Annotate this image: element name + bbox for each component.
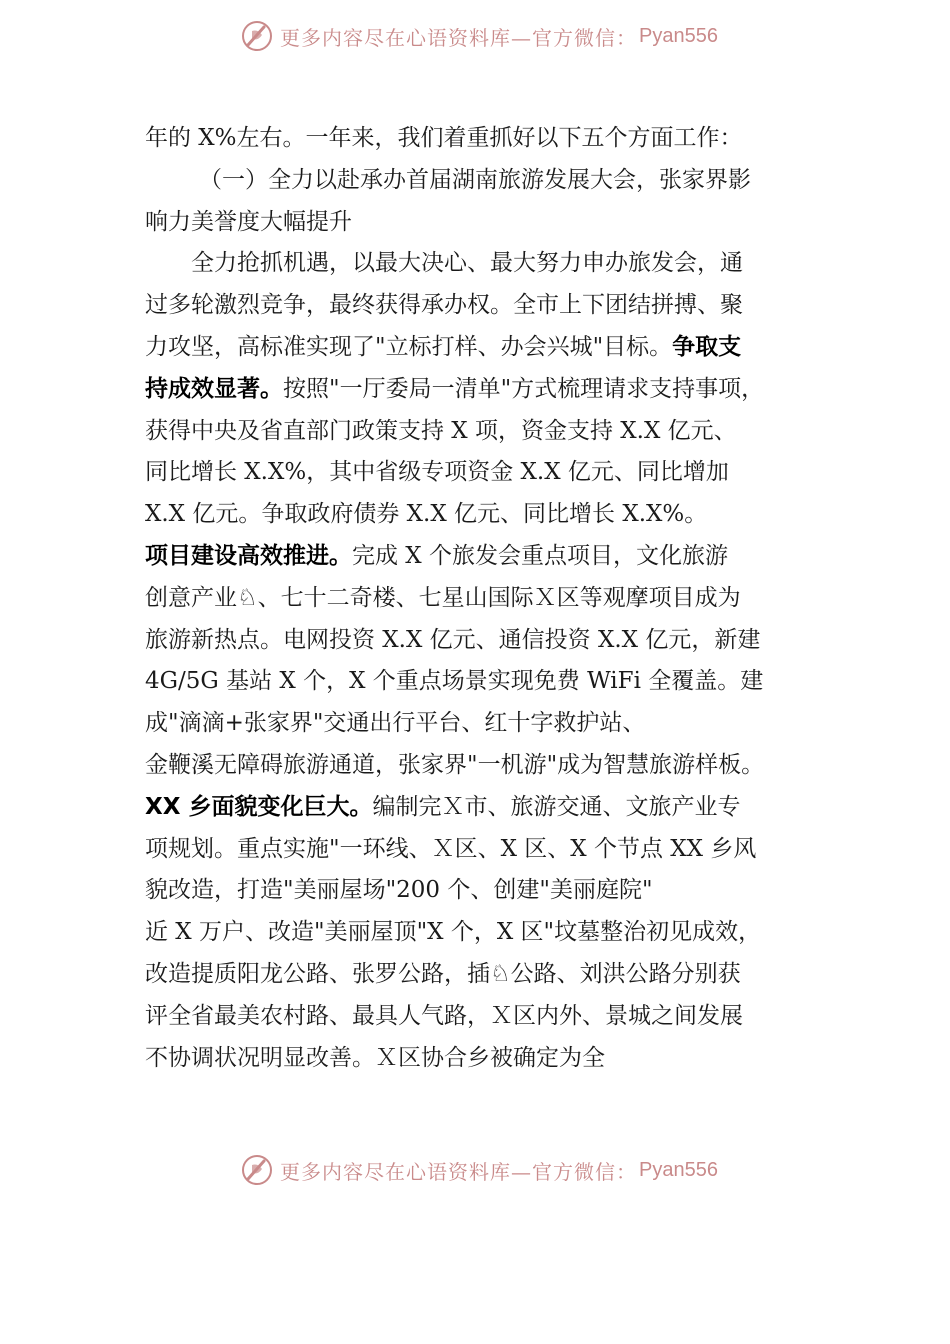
text-line [145,285,825,327]
text-line [145,160,825,202]
text-line [145,536,825,578]
watermark-logo-icon [240,1153,274,1187]
body-text: 过多轮激烈竞争，最终获得承办权。全市上下团结拼搏、聚 [145,292,743,319]
text-line [145,996,825,1038]
text-line [145,118,825,160]
banner-text: 更多内容尽在心语资料库—官方微信： [280,25,637,50]
body-text: 改造提质阳龙公路、张罗公路，插♘公路、刘洪公路分别获 [145,960,741,987]
text-line [145,912,825,954]
text-line [145,1038,825,1080]
bold-heading-text: 项目建设高效推进。 [145,542,352,569]
watermark-logo-icon [240,19,274,53]
text-line [145,954,825,996]
text-line [145,745,825,787]
bold-heading-text: 持成效显著。 [145,375,283,402]
bold-heading-text: 争取支 [672,333,742,360]
footer-banner [240,1150,760,1190]
body-text: 获得中央及省直部门政策支持 X 项，资金支持 X.X 亿元、 [145,417,737,444]
body-text: 旅游新热点。电网投资 X.X 亿元、通信投资 X.X 亿元，新建 [145,626,761,653]
body-text: 编制完Ｘ市、旅游交通、文旅产业专 [372,793,741,820]
body-text: （一）全力以赴承办首届湖南旅游发展大会，张家界影 [199,166,751,193]
body-text: 完成 X 个旅发会重点项目，文化旅游 [352,542,728,569]
body-text: 全力抢抓机遇，以最大决心、最大努力申办旅发会，通 [191,250,743,277]
body-text: 4G/5G 基站 X 个，X 个重点场景实现免费 WiFi 全覆盖。建 [145,668,764,695]
document-body [145,118,825,1079]
text-line [145,202,825,244]
body-text: 力攻坚，高标准实现了"立标打样、办会兴城"目标。 [145,333,673,360]
body-text: 年的 X%左右。一年来，我们着重抓好以下五个方面工作： [145,125,743,151]
text-line [145,829,825,871]
text-line [145,411,825,453]
text-line [145,787,825,829]
text-line [145,327,825,369]
body-text: 貌改造，打造"美丽屋场"200 个、创建"美丽庭院" [145,877,653,904]
body-text: 创意产业♘、七十二奇楼、七星山国际Ｘ区等观摩项目成为 [145,584,741,611]
text-line [145,703,825,745]
body-text: 项规划。重点实施"一环线、Ｘ区、X 区、X 个节点 XX 乡风 [145,835,757,862]
body-text: 金鞭溪无障碍旅游通道，张家界"一机游"成为智慧旅游样板。 [145,751,765,778]
body-text: 响力美誉度大幅提升 [145,208,352,235]
body-text: 同比增长 X.X%，其中省级专项资金 X.X 亿元、同比增加 [145,459,729,486]
text-line [145,578,825,620]
banner-wechat-id: Pyan556 [639,24,718,47]
body-text: X.X 亿元。争取政府债券 X.X 亿元、同比增长 X.X%。 [145,501,708,528]
text-line [145,620,825,662]
text-line [145,452,825,494]
body-text: 评全省最美农村路、最具人气路，Ｘ区内外、景城之间发展 [145,1002,743,1029]
text-line [145,369,825,411]
body-text: 不协调状况明显改善。Ｘ区协合乡被确定为全 [145,1044,605,1071]
banner-text: 更多内容尽在心语资料库—官方微信： [280,1159,637,1184]
bold-heading-text: XX 乡面貌变化巨大。 [145,793,373,820]
text-line [145,870,825,912]
banner-wechat-id: Pyan556 [639,1158,718,1181]
text-line [145,661,825,703]
body-text: 成"滴滴+张家界"交通出行平台、红十字救护站、 [145,710,646,737]
body-text: 按照"一厅委局一清单"方式梳理请求支持事项， [283,375,765,402]
text-line [145,494,825,536]
header-banner [240,16,760,56]
body-text: 近 X 万户、改造"美丽屋顶"X 个，X 区"坟墓整治初见成效， [145,919,762,946]
text-line [145,243,825,285]
